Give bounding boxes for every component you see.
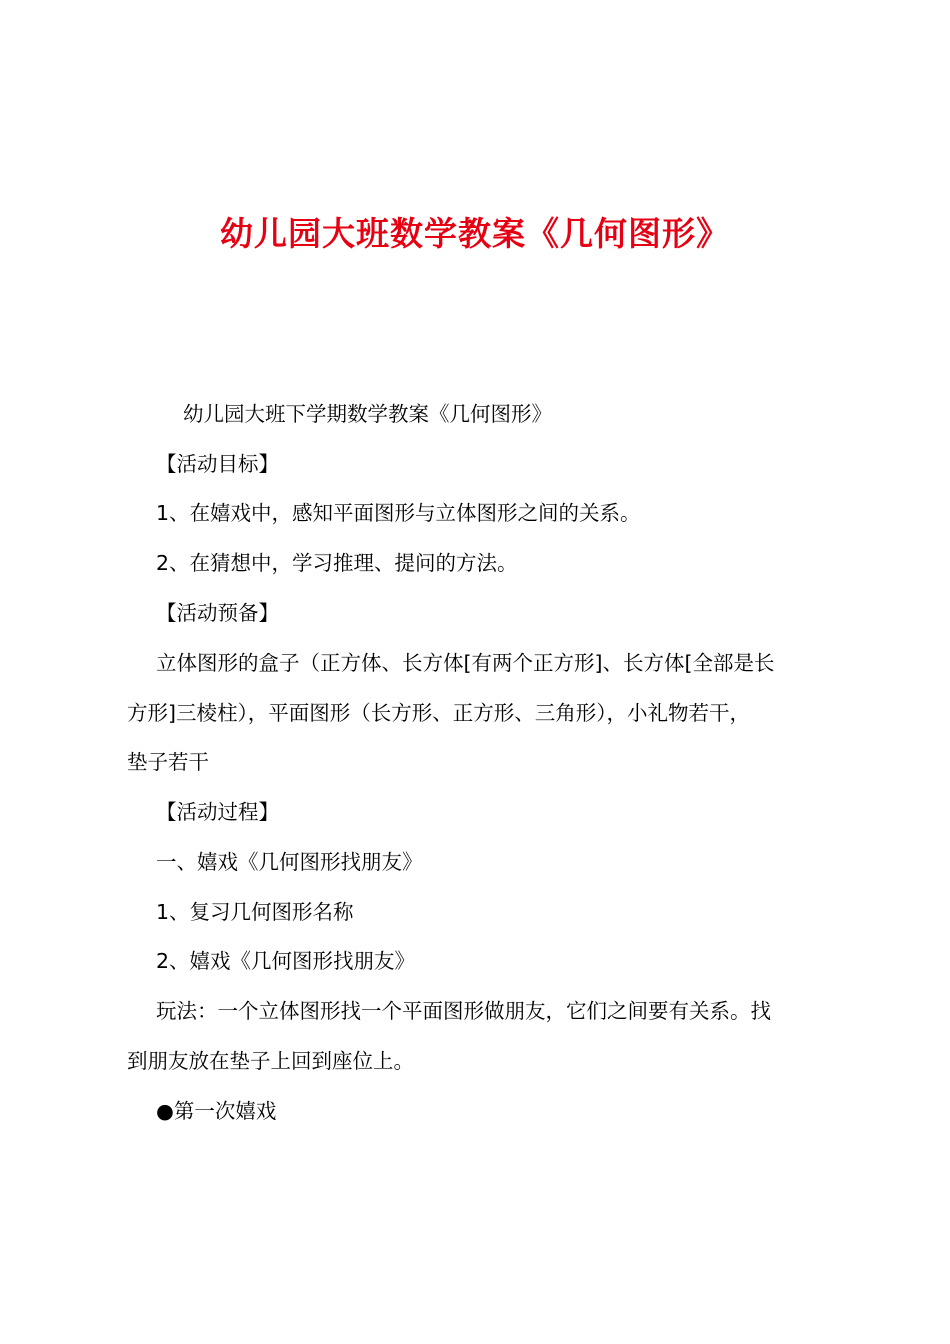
- goal-item-2: 2、在猜想中，学习推理、提问的方法。: [156, 551, 518, 575]
- process-step-1-heading: 一、嬉戏《几何图形找朋友》: [156, 850, 423, 874]
- rules-paragraph-line-1: 玩法：一个立体图形找一个平面图形做朋友，它们之间要有关系。找: [156, 999, 771, 1023]
- preparation-paragraph-line-3: 垫子若干: [127, 750, 209, 774]
- section-heading-preparation: 【活动预备】: [156, 601, 279, 625]
- preparation-paragraph-line-1: 立体图形的盒子（正方体、长方体[有两个正方形]、长方体[全部是长: [156, 651, 775, 675]
- goal-item-1: 1、在嬉戏中，感知平面图形与立体图形之间的关系。: [156, 501, 641, 525]
- bullet-first-game: ●第一次嬉戏: [156, 1099, 277, 1123]
- document-title: 幼儿园大班数学教案《几何图形》: [220, 214, 730, 253]
- preparation-paragraph-line-2: 方形]三棱柱），平面图形（长方形、正方形、三角形），小礼物若干，: [127, 701, 750, 725]
- process-substep-1: 1、复习几何图形名称: [156, 900, 354, 924]
- section-heading-process: 【活动过程】: [156, 800, 279, 824]
- subtitle-line: 幼儿园大班下学期数学教案《几何图形》: [183, 402, 552, 426]
- rules-paragraph-line-2: 到朋友放在垫子上回到座位上。: [127, 1049, 414, 1073]
- process-substep-2: 2、嬉戏《几何图形找朋友》: [156, 949, 416, 973]
- section-heading-goals: 【活动目标】: [156, 452, 279, 476]
